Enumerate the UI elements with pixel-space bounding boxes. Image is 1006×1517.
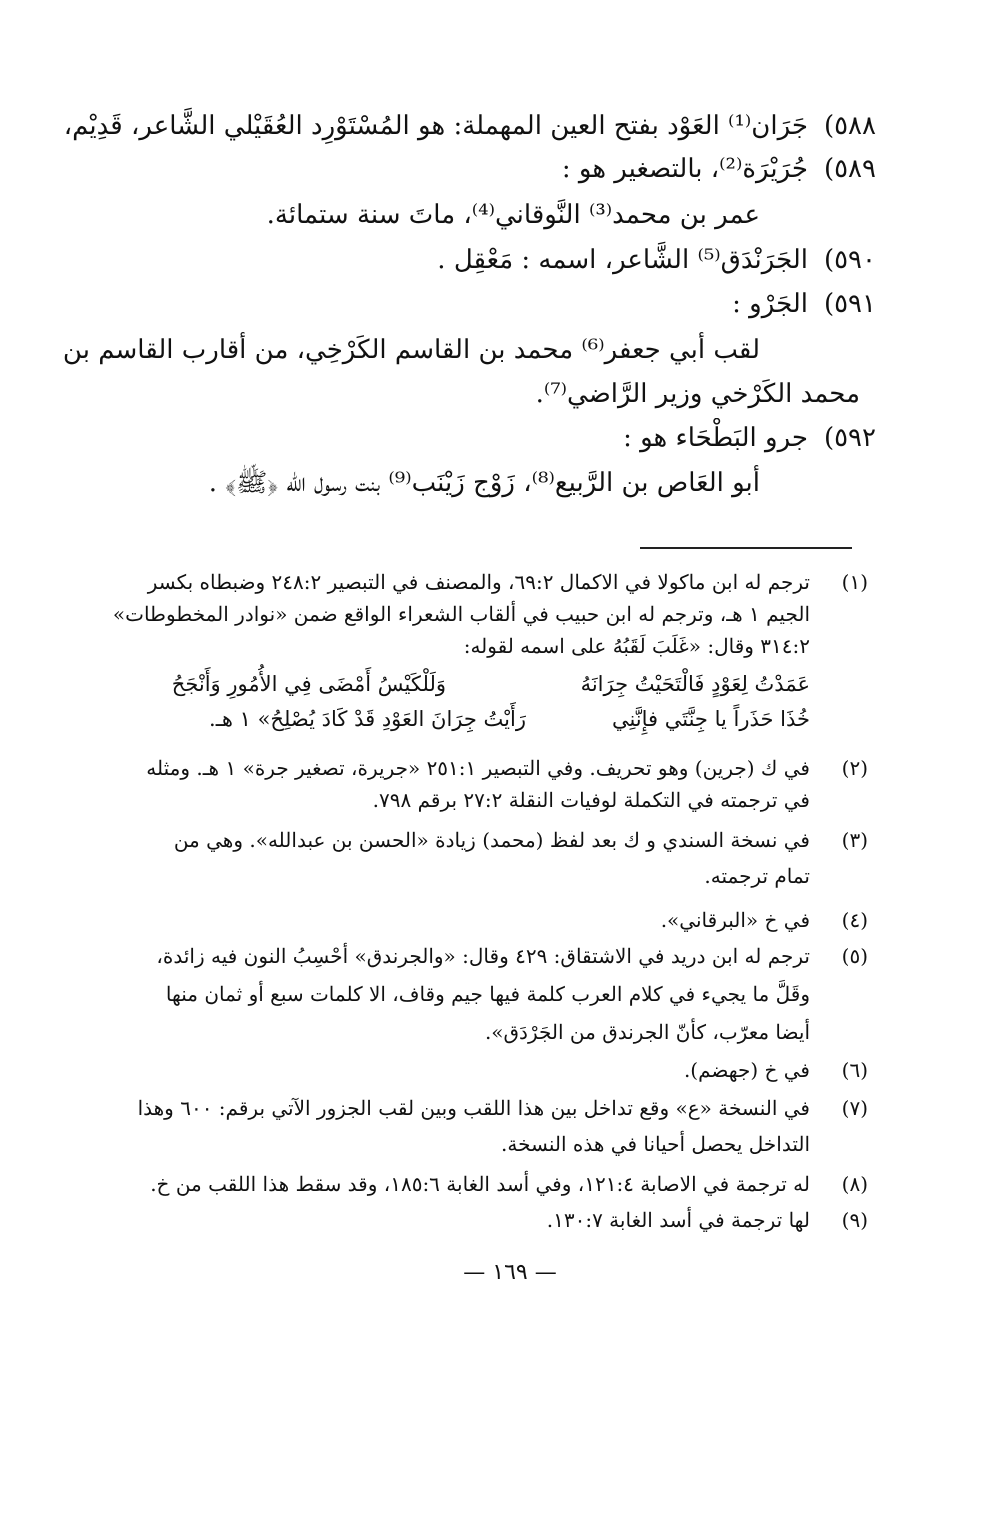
verse-hemistich: وَلَلْكَيْسُ أَمْضَى فِي الأُمُورِ وَأَنْجَحُ bbox=[171, 672, 446, 696]
entry-text: محمد الكَرْخي وزير الرَّاضي⁽⁷⁾. bbox=[535, 379, 860, 409]
footnote-3-line bbox=[0, 860, 1006, 892]
footnote-text: ترجم له ابن دريد في الاشتقاق: ٤٢٩ وقال: «والجرندق» أحْسِبُ النون فيه زائدة، bbox=[156, 944, 810, 968]
entry-592 bbox=[0, 418, 1006, 458]
footnote-text: في خ (جهضم). bbox=[683, 1058, 810, 1082]
footnote-5 bbox=[0, 940, 1006, 972]
footnote-number: (٩) bbox=[841, 1208, 868, 1232]
footnote-5-line bbox=[0, 1016, 1006, 1048]
page-number: — ١٦٩ — bbox=[463, 1260, 557, 1285]
verse-hemistich: عَمَدْتُ لِعَوْدٍ فَالْتَحَيْتُ جِرَانَهُ bbox=[580, 672, 810, 696]
footnote-text: التداخل يحصل أحيانا في هذه النسخة. bbox=[501, 1132, 810, 1156]
footnote-text: له ترجمة في الاصابة ١٢١:٤، وفي أسد الغابة ١٨٥:٦، وقد سقط هذا اللقب من خ. bbox=[150, 1172, 810, 1196]
footnote-text: تمام ترجمته. bbox=[704, 864, 810, 888]
footnote-8 bbox=[0, 1168, 1006, 1200]
footnote-9 bbox=[0, 1204, 1006, 1236]
footnote-text: في ك (جرين) وهو تحريف. وفي التبصير ٢٥١:١ «جريرة، تصغير جرة» ١ هـ. ومثله bbox=[146, 756, 810, 780]
footnote-2-line bbox=[0, 784, 1006, 816]
verse-hemistich: خُذَا حَذَراً يا جِنَّتَي فإِنَّنِي bbox=[611, 707, 810, 731]
footnote-1-line bbox=[0, 598, 1006, 630]
verse-hemistich: رَأَيْتُ جِرَانَ العَوْدِ قَدْ كَادَ يُصْلِحُ» ١ هـ. bbox=[209, 707, 526, 731]
footnote-4 bbox=[0, 904, 1006, 936]
footnote-text: أيضا معرّب، كأنّ الجرندق من الجَرْدَق». bbox=[484, 1020, 810, 1044]
entry-591-detail bbox=[0, 330, 1006, 370]
entry-text: لقب أبي جعفر⁽⁶⁾ محمد بن القاسم الكَرْخِي، من أقارب القاسم بن bbox=[62, 335, 760, 365]
entry-number: ٥٨٩) bbox=[823, 154, 876, 184]
footnote-number: (١) bbox=[841, 570, 868, 594]
footnote-text: الجيم ١ هـ، وترجم له ابن حبيب في ألقاب الشعراء الواقع ضمن «نوادر المخطوطات» bbox=[112, 602, 810, 626]
footnote-text: في خ «البرقاني». bbox=[660, 908, 810, 932]
entry-text: عمر بن محمد⁽³⁾ النَّوقاني⁽⁴⁾، ماتَ سنة ستمائة. bbox=[266, 200, 760, 230]
footnote-7 bbox=[0, 1092, 1006, 1124]
entry-592-detail bbox=[0, 463, 1006, 503]
entry-text: جَرَان⁽¹⁾ العَوْد بفتح العين المهملة: هو المُسْتَوْرِد العُقَيْلي الشَّاعر، قَدِيْم، bbox=[63, 111, 808, 141]
footnote-6 bbox=[0, 1054, 1006, 1086]
footnote-3 bbox=[0, 824, 1006, 856]
footnote-text: ترجم له ابن ماكولا في الاكمال ٦٩:٢، والمصنف في التبصير ٢٤٨:٢ وضبطاه بكسر bbox=[147, 570, 810, 594]
entry-number: ٥٨٨) bbox=[823, 111, 876, 141]
entry-text: الجَرْو : bbox=[732, 289, 808, 319]
footnote-number: (٦) bbox=[841, 1058, 868, 1082]
footnote-2 bbox=[0, 752, 1006, 784]
entry-text: الجَرَنْدَق⁽⁵⁾ الشَّاعر، اسمه : مَعْقِل . bbox=[437, 245, 808, 275]
footnote-number: (٧) bbox=[841, 1096, 868, 1120]
footnote-text: في النسخة «ع» وقع تداخل بين هذا اللقب وبين لقب الجزور الآتي برقم: ٦٠٠ وهذا bbox=[137, 1096, 810, 1120]
entry-number: ٥٩٢) bbox=[823, 423, 876, 453]
entry-591-detail-continued bbox=[0, 374, 1006, 414]
footnote-1 bbox=[0, 566, 1006, 598]
footnote-text: لها ترجمة في أسد الغابة ١٣٠:٧. bbox=[546, 1208, 810, 1232]
entry-text: أبو العَاص بن الرَّبيع⁽⁸⁾، زَوْج زَيْنَب⁽⁹⁾ بنت رسول الله ﴿ﷺ﴾ . bbox=[208, 468, 760, 498]
entry-590 bbox=[0, 240, 1006, 280]
footnote-number: (٤) bbox=[841, 908, 868, 932]
footnote-number: (٥) bbox=[841, 944, 868, 968]
entry-591 bbox=[0, 284, 1006, 324]
footnote-5-line bbox=[0, 978, 1006, 1010]
entry-589-detail bbox=[0, 195, 1006, 235]
entry-number: ٥٩٠) bbox=[823, 245, 876, 275]
entry-588 bbox=[0, 106, 1006, 146]
entry-589 bbox=[0, 149, 1006, 189]
entry-text: جرو البَطْحَاء هو : bbox=[623, 423, 808, 453]
footnote-number: (٨) bbox=[841, 1172, 868, 1196]
entry-text: جُرَيْرَة⁽²⁾، بالتصغير هو : bbox=[561, 154, 808, 184]
entry-number: ٥٩١) bbox=[823, 289, 876, 319]
footnote-text: في نسخة السندي و ك بعد لفظ (محمد) زيادة «الحسن بن عبدالله». وهي من bbox=[173, 828, 810, 852]
footnote-separator bbox=[640, 547, 852, 549]
footnote-text: وقَلَّ ما يجيء في كلام العرب كلمة فيها جيم وقاف، الا كلمات سبع أو ثمان منها bbox=[165, 982, 810, 1006]
footnote-text: في ترجمته في التكملة لوفيات النقلة ٢٧:٢ برقم ٧٩٨. bbox=[372, 788, 810, 812]
footnote-1-line bbox=[0, 630, 1006, 662]
footnote-7-line bbox=[0, 1128, 1006, 1160]
footnote-number: (٢) bbox=[841, 756, 868, 780]
footnote-text: ٣١٤:٢ وقال: «غَلَبَ لَقَبُهُ على اسمه لقوله: bbox=[463, 634, 810, 658]
footnote-number: (٣) bbox=[841, 828, 868, 852]
